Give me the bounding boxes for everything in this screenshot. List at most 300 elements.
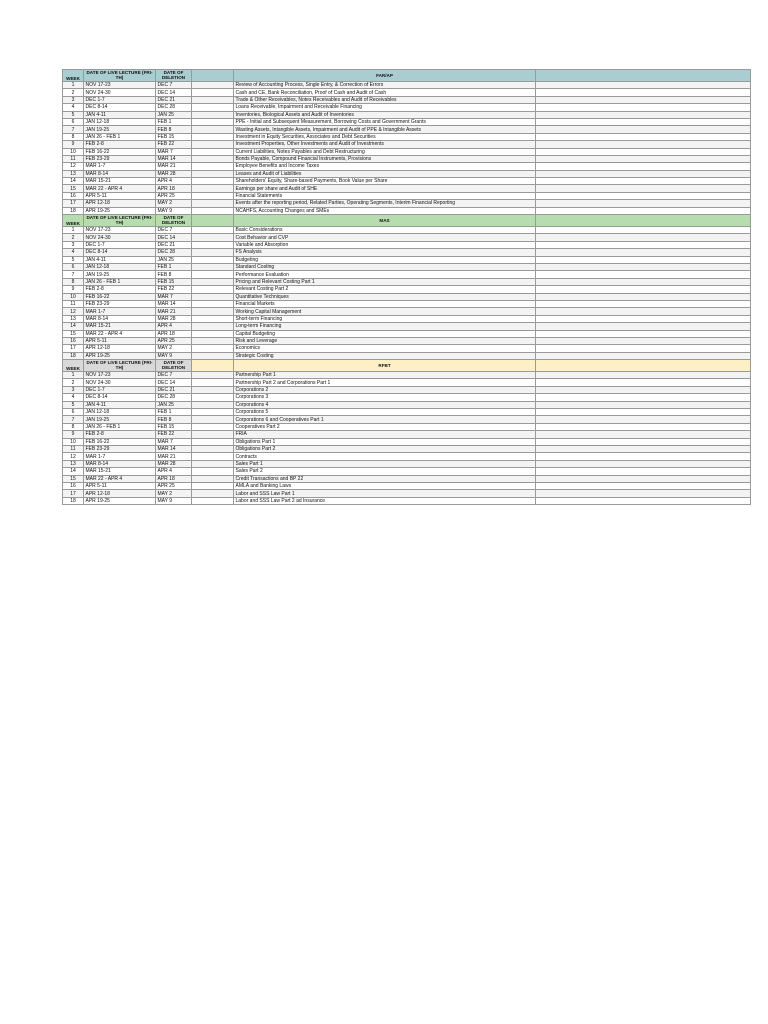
live-lecture-cell: MAR 8-14 xyxy=(84,315,156,322)
live-lecture-cell: JAN 4-11 xyxy=(84,111,156,118)
blank-cell xyxy=(536,148,751,155)
live-lecture-cell: FEB 23-29 xyxy=(84,155,156,162)
subject-title: FAR/AP xyxy=(234,70,536,82)
topic-cell: Obligations Part 1 xyxy=(234,438,536,445)
week-cell: 15 xyxy=(63,475,84,482)
table-row xyxy=(63,89,751,96)
topic-cell: Financial Statements xyxy=(234,192,536,199)
week-cell: 3 xyxy=(63,386,84,393)
week-cell: 10 xyxy=(63,438,84,445)
live-lecture-cell: NOV 24-30 xyxy=(84,379,156,386)
topic-cell: Obligations Part 2 xyxy=(234,445,536,452)
live-lecture-cell: DEC 8-14 xyxy=(84,394,156,401)
topic-cell: Investment Properties, Other Investments and Audit of Investments xyxy=(234,141,536,148)
week-cell: 15 xyxy=(63,330,84,337)
blank-cell xyxy=(192,423,234,430)
blank-cell xyxy=(192,263,234,270)
week-cell: 16 xyxy=(63,192,84,199)
blank-cell xyxy=(536,170,751,177)
blank-cell xyxy=(536,345,751,352)
blank-cell xyxy=(192,170,234,177)
table-row xyxy=(63,133,751,140)
deletion-cell: DEC 28 xyxy=(156,249,192,256)
blank-cell xyxy=(192,337,234,344)
topic-cell: Economics xyxy=(234,345,536,352)
table-row xyxy=(63,278,751,285)
blank-cell xyxy=(536,386,751,393)
blank-cell xyxy=(536,111,751,118)
deletion-cell: MAR 7 xyxy=(156,293,192,300)
live-lecture-cell: APR 12-18 xyxy=(84,200,156,207)
schedule-body xyxy=(63,70,751,505)
week-cell: 15 xyxy=(63,185,84,192)
table-row xyxy=(63,460,751,467)
deletion-cell: FEB 22 xyxy=(156,431,192,438)
topic-cell: Quantitative Techniques xyxy=(234,293,536,300)
topic-cell: Events after the reporting period, Related Parties, Operating Segments, Interim Financial Reporting xyxy=(234,200,536,207)
blank-header-cell xyxy=(536,360,751,372)
deletion-cell: FEB 15 xyxy=(156,278,192,285)
blank-cell xyxy=(536,96,751,103)
table-row xyxy=(63,118,751,125)
blank-cell xyxy=(192,89,234,96)
topic-cell: Cash and CE, Bank Reconciliation, Proof of Cash and Audit of Cash xyxy=(234,89,536,96)
blank-cell xyxy=(536,178,751,185)
blank-cell xyxy=(192,104,234,111)
deletion-cell: DEC 21 xyxy=(156,241,192,248)
live-lecture-cell: JAN 12-18 xyxy=(84,409,156,416)
week-cell: 6 xyxy=(63,409,84,416)
week-cell: 18 xyxy=(63,207,84,214)
live-lecture-cell: APR 19-25 xyxy=(84,497,156,504)
live-lecture-header: DATE OF LIVE LECTURE (FRI-TH) xyxy=(84,215,156,227)
blank-cell xyxy=(192,394,234,401)
blank-cell xyxy=(192,249,234,256)
blank-cell xyxy=(536,227,751,234)
blank-cell xyxy=(536,423,751,430)
deletion-cell: MAY 2 xyxy=(156,490,192,497)
blank-cell xyxy=(536,308,751,315)
live-lecture-header: DATE OF LIVE LECTURE (FRI-TH) xyxy=(84,70,156,82)
table-row xyxy=(63,416,751,423)
blank-cell xyxy=(192,227,234,234)
topic-cell: NCAHFS, Accounting Changes and SMEs xyxy=(234,207,536,214)
deletion-cell: FEB 8 xyxy=(156,416,192,423)
deletion-cell: FEB 1 xyxy=(156,409,192,416)
live-lecture-cell: JAN 19-25 xyxy=(84,416,156,423)
live-lecture-cell: APR 12-18 xyxy=(84,345,156,352)
blank-cell xyxy=(192,111,234,118)
deletion-cell: MAY 9 xyxy=(156,207,192,214)
blank-cell xyxy=(536,497,751,504)
deletion-cell: MAR 21 xyxy=(156,453,192,460)
blank-cell xyxy=(536,271,751,278)
blank-cell xyxy=(536,249,751,256)
blank-cell xyxy=(536,460,751,467)
blank-cell xyxy=(536,192,751,199)
table-row xyxy=(63,308,751,315)
deletion-cell: FEB 15 xyxy=(156,423,192,430)
subject-title: RFBT xyxy=(234,360,536,372)
week-cell: 18 xyxy=(63,497,84,504)
blank-cell xyxy=(536,453,751,460)
blank-cell xyxy=(536,323,751,330)
topic-cell: PPE - Initial and Subsequent Measurement, Borrowing Costs and Government Grants xyxy=(234,118,536,125)
deletion-cell: APR 25 xyxy=(156,337,192,344)
table-row xyxy=(63,241,751,248)
topic-cell: Variable and Absorption xyxy=(234,241,536,248)
week-cell: 5 xyxy=(63,111,84,118)
blank-cell xyxy=(536,490,751,497)
table-row xyxy=(63,249,751,256)
blank-cell xyxy=(536,82,751,89)
blank-cell xyxy=(536,482,751,489)
week-cell: 14 xyxy=(63,468,84,475)
blank-cell xyxy=(192,372,234,379)
week-cell: 7 xyxy=(63,271,84,278)
table-row xyxy=(63,394,751,401)
week-cell: 8 xyxy=(63,133,84,140)
table-row xyxy=(63,207,751,214)
topic-cell: Partnership Part 1 xyxy=(234,372,536,379)
live-lecture-cell: MAR 22 - APR 4 xyxy=(84,330,156,337)
table-row xyxy=(63,170,751,177)
deletion-cell: MAR 7 xyxy=(156,148,192,155)
deletion-cell: DEC 14 xyxy=(156,234,192,241)
live-lecture-cell: MAR 15-21 xyxy=(84,468,156,475)
week-cell: 2 xyxy=(63,379,84,386)
topic-cell: FRIA xyxy=(234,431,536,438)
deletion-cell: DEC 7 xyxy=(156,82,192,89)
topic-cell: Employee Benefits and Income Taxes xyxy=(234,163,536,170)
live-lecture-cell: NOV 17-23 xyxy=(84,227,156,234)
blank-cell xyxy=(192,475,234,482)
table-row xyxy=(63,82,751,89)
blank-header-cell xyxy=(192,215,234,227)
live-lecture-cell: NOV 17-23 xyxy=(84,82,156,89)
blank-cell xyxy=(192,497,234,504)
topic-cell: Long-term Financing xyxy=(234,323,536,330)
topic-cell: Loans Receivable, Impairment and Receivable Financing xyxy=(234,104,536,111)
week-cell: 1 xyxy=(63,372,84,379)
table-row xyxy=(63,155,751,162)
live-lecture-cell: APR 5-11 xyxy=(84,192,156,199)
blank-cell xyxy=(192,82,234,89)
blank-cell xyxy=(536,431,751,438)
topic-cell: Earnings per share and Audit of SHE xyxy=(234,185,536,192)
blank-cell xyxy=(536,379,751,386)
deletion-cell: MAR 21 xyxy=(156,308,192,315)
table-row xyxy=(63,96,751,103)
blank-cell xyxy=(192,323,234,330)
live-lecture-cell: JAN 19-25 xyxy=(84,126,156,133)
topic-cell: Cost Behavior and CVP xyxy=(234,234,536,241)
blank-cell xyxy=(536,438,751,445)
live-lecture-cell: FEB 23-29 xyxy=(84,300,156,307)
blank-cell xyxy=(536,475,751,482)
week-cell: 16 xyxy=(63,482,84,489)
deletion-cell: MAY 9 xyxy=(156,497,192,504)
blank-cell xyxy=(536,207,751,214)
blank-cell xyxy=(536,315,751,322)
blank-cell xyxy=(536,372,751,379)
live-lecture-cell: APR 5-11 xyxy=(84,337,156,344)
live-lecture-cell: DEC 1-7 xyxy=(84,241,156,248)
blank-header-cell xyxy=(536,70,751,82)
blank-cell xyxy=(192,460,234,467)
deletion-cell: MAR 21 xyxy=(156,163,192,170)
blank-cell xyxy=(536,133,751,140)
week-cell: 4 xyxy=(63,394,84,401)
blank-cell xyxy=(192,192,234,199)
live-lecture-cell: APR 5-11 xyxy=(84,482,156,489)
table-row xyxy=(63,271,751,278)
table-row xyxy=(63,234,751,241)
week-cell: 12 xyxy=(63,453,84,460)
deletion-cell: FEB 8 xyxy=(156,271,192,278)
deletion-cell: MAY 9 xyxy=(156,352,192,359)
topic-cell: Current Liabilities, Notes Payables and Debt Restructuring xyxy=(234,148,536,155)
topic-cell: Labor and SSS Law Part 1 xyxy=(234,490,536,497)
topic-cell: FS Analysis xyxy=(234,249,536,256)
table-row xyxy=(63,490,751,497)
blank-cell xyxy=(192,315,234,322)
blank-cell xyxy=(192,141,234,148)
live-lecture-cell: MAR 8-14 xyxy=(84,460,156,467)
live-lecture-cell: JAN 19-25 xyxy=(84,271,156,278)
live-lecture-cell: DEC 8-14 xyxy=(84,104,156,111)
blank-cell xyxy=(536,337,751,344)
topic-cell: Corporations 5 xyxy=(234,409,536,416)
blank-cell xyxy=(536,401,751,408)
week-cell: 5 xyxy=(63,401,84,408)
blank-cell xyxy=(192,163,234,170)
week-cell: 13 xyxy=(63,460,84,467)
blank-cell xyxy=(536,104,751,111)
table-row xyxy=(63,263,751,270)
blank-cell xyxy=(192,155,234,162)
table-row xyxy=(63,445,751,452)
topic-cell: Cooperatives Part 2 xyxy=(234,423,536,430)
blank-cell xyxy=(536,394,751,401)
deletion-cell: DEC 21 xyxy=(156,386,192,393)
subject-title: MAS xyxy=(234,215,536,227)
topic-cell: Wasting Assets, Intangible Assets, Impairment and Audit of PPE & Intangible Assets xyxy=(234,126,536,133)
week-cell: 14 xyxy=(63,178,84,185)
blank-cell xyxy=(192,386,234,393)
table-row xyxy=(63,293,751,300)
week-cell: 11 xyxy=(63,445,84,452)
live-lecture-header: DATE OF LIVE LECTURE (FRI-TH) xyxy=(84,360,156,372)
week-cell: 17 xyxy=(63,345,84,352)
blank-cell xyxy=(192,330,234,337)
week-cell: 16 xyxy=(63,337,84,344)
topic-cell: Review of Accounting Process, Single Entry, & Correction of Errors xyxy=(234,82,536,89)
deletion-cell: APR 25 xyxy=(156,192,192,199)
blank-cell xyxy=(192,185,234,192)
topic-cell: Trade & Other Receivables, Notes Receivables and Audit of Receivables xyxy=(234,96,536,103)
week-cell: 3 xyxy=(63,96,84,103)
week-cell: 17 xyxy=(63,490,84,497)
table-row xyxy=(63,345,751,352)
topic-cell: Pricing and Relevant Costing Part 1 xyxy=(234,278,536,285)
topic-cell: Sales Part 2 xyxy=(234,468,536,475)
live-lecture-cell: MAR 22 - APR 4 xyxy=(84,475,156,482)
table-row xyxy=(63,111,751,118)
topic-cell: Working Capital Management xyxy=(234,308,536,315)
topic-cell: Risk and Leverage xyxy=(234,337,536,344)
week-header: WEEK xyxy=(63,215,84,227)
topic-cell: Investment in Equity Securities, Associates and Debt Securities xyxy=(234,133,536,140)
week-cell: 14 xyxy=(63,323,84,330)
table-row xyxy=(63,163,751,170)
live-lecture-cell: JAN 12-18 xyxy=(84,118,156,125)
topic-cell: Basic Considerations xyxy=(234,227,536,234)
table-row xyxy=(63,379,751,386)
week-cell: 10 xyxy=(63,293,84,300)
week-cell: 17 xyxy=(63,200,84,207)
deletion-cell: APR 18 xyxy=(156,330,192,337)
week-cell: 4 xyxy=(63,249,84,256)
week-cell: 6 xyxy=(63,263,84,270)
week-cell: 9 xyxy=(63,431,84,438)
live-lecture-cell: MAR 15-21 xyxy=(84,178,156,185)
week-cell: 13 xyxy=(63,170,84,177)
deletion-cell: MAR 14 xyxy=(156,300,192,307)
blank-cell xyxy=(192,308,234,315)
live-lecture-cell: NOV 24-30 xyxy=(84,234,156,241)
live-lecture-cell: JAN 4-11 xyxy=(84,401,156,408)
deletion-cell: FEB 22 xyxy=(156,141,192,148)
schedule-sheet xyxy=(62,69,706,505)
deletion-cell: FEB 1 xyxy=(156,118,192,125)
week-cell: 5 xyxy=(63,256,84,263)
live-lecture-cell: MAR 1-7 xyxy=(84,453,156,460)
blank-cell xyxy=(192,300,234,307)
blank-cell xyxy=(192,445,234,452)
section-header-farap xyxy=(63,70,751,82)
blank-cell xyxy=(192,352,234,359)
week-cell: 12 xyxy=(63,163,84,170)
table-row xyxy=(63,386,751,393)
topic-cell: Labor and SSS Law Part 2 ad Insurance xyxy=(234,497,536,504)
blank-cell xyxy=(536,234,751,241)
blank-header-cell xyxy=(536,215,751,227)
week-cell: 9 xyxy=(63,286,84,293)
live-lecture-cell: NOV 17-23 xyxy=(84,372,156,379)
table-row xyxy=(63,141,751,148)
deletion-cell: FEB 22 xyxy=(156,286,192,293)
live-lecture-cell: FEB 2-8 xyxy=(84,141,156,148)
blank-cell xyxy=(536,445,751,452)
blank-cell xyxy=(192,118,234,125)
blank-cell xyxy=(536,141,751,148)
topic-cell: Short-term Financing xyxy=(234,315,536,322)
blank-cell xyxy=(192,401,234,408)
week-cell: 1 xyxy=(63,82,84,89)
deletion-cell: DEC 14 xyxy=(156,89,192,96)
live-lecture-cell: APR 19-25 xyxy=(84,207,156,214)
table-row xyxy=(63,330,751,337)
deletion-cell: APR 25 xyxy=(156,482,192,489)
live-lecture-cell: JAN 12-18 xyxy=(84,263,156,270)
deletion-cell: APR 18 xyxy=(156,185,192,192)
table-row xyxy=(63,438,751,445)
blank-cell xyxy=(192,453,234,460)
blank-cell xyxy=(536,241,751,248)
blank-cell xyxy=(536,468,751,475)
table-row xyxy=(63,256,751,263)
live-lecture-cell: JAN 26 - FEB 1 xyxy=(84,133,156,140)
table-row xyxy=(63,497,751,504)
topic-cell: Contracts xyxy=(234,453,536,460)
table-row xyxy=(63,352,751,359)
week-cell: 2 xyxy=(63,89,84,96)
blank-cell xyxy=(192,207,234,214)
blank-cell xyxy=(192,345,234,352)
blank-cell xyxy=(192,234,234,241)
live-lecture-cell: JAN 26 - FEB 1 xyxy=(84,278,156,285)
live-lecture-cell: FEB 2-8 xyxy=(84,431,156,438)
blank-cell xyxy=(192,271,234,278)
deletion-cell: MAR 7 xyxy=(156,438,192,445)
live-lecture-cell: JAN 26 - FEB 1 xyxy=(84,423,156,430)
week-cell: 7 xyxy=(63,416,84,423)
topic-cell: Inventories, Biological Assets and Audit of Inventories xyxy=(234,111,536,118)
table-row xyxy=(63,337,751,344)
blank-cell xyxy=(536,293,751,300)
blank-header-cell xyxy=(192,360,234,372)
topic-cell: AMLA and Banking Laws xyxy=(234,482,536,489)
blank-cell xyxy=(192,438,234,445)
topic-cell: Strategic Costing xyxy=(234,352,536,359)
deletion-header: DATE OF DELETION xyxy=(156,215,192,227)
blank-cell xyxy=(536,185,751,192)
deletion-cell: MAR 28 xyxy=(156,460,192,467)
blank-cell xyxy=(192,133,234,140)
blank-cell xyxy=(536,330,751,337)
blank-cell xyxy=(536,163,751,170)
week-cell: 6 xyxy=(63,118,84,125)
table-row xyxy=(63,227,751,234)
section-header-rfbt xyxy=(63,360,751,372)
table-row xyxy=(63,178,751,185)
topic-cell: Standard Costing xyxy=(234,263,536,270)
deletion-header: DATE OF DELETION xyxy=(156,360,192,372)
blank-cell xyxy=(536,409,751,416)
table-row xyxy=(63,482,751,489)
week-cell: 18 xyxy=(63,352,84,359)
deletion-cell: MAR 28 xyxy=(156,315,192,322)
blank-cell xyxy=(192,431,234,438)
deletion-cell: MAY 2 xyxy=(156,200,192,207)
deletion-cell: JAN 25 xyxy=(156,256,192,263)
deletion-cell: JAN 25 xyxy=(156,401,192,408)
live-lecture-cell: DEC 1-7 xyxy=(84,96,156,103)
topic-cell: Bonds Payable, Compound Financial Instruments, Provisions xyxy=(234,155,536,162)
live-lecture-cell: FEB 23-29 xyxy=(84,445,156,452)
blank-cell xyxy=(192,482,234,489)
deletion-cell: JAN 25 xyxy=(156,111,192,118)
table-row xyxy=(63,300,751,307)
blank-cell xyxy=(192,96,234,103)
week-cell: 11 xyxy=(63,155,84,162)
blank-cell xyxy=(192,200,234,207)
table-row xyxy=(63,475,751,482)
table-row xyxy=(63,323,751,330)
deletion-cell: FEB 1 xyxy=(156,263,192,270)
week-cell: 3 xyxy=(63,241,84,248)
